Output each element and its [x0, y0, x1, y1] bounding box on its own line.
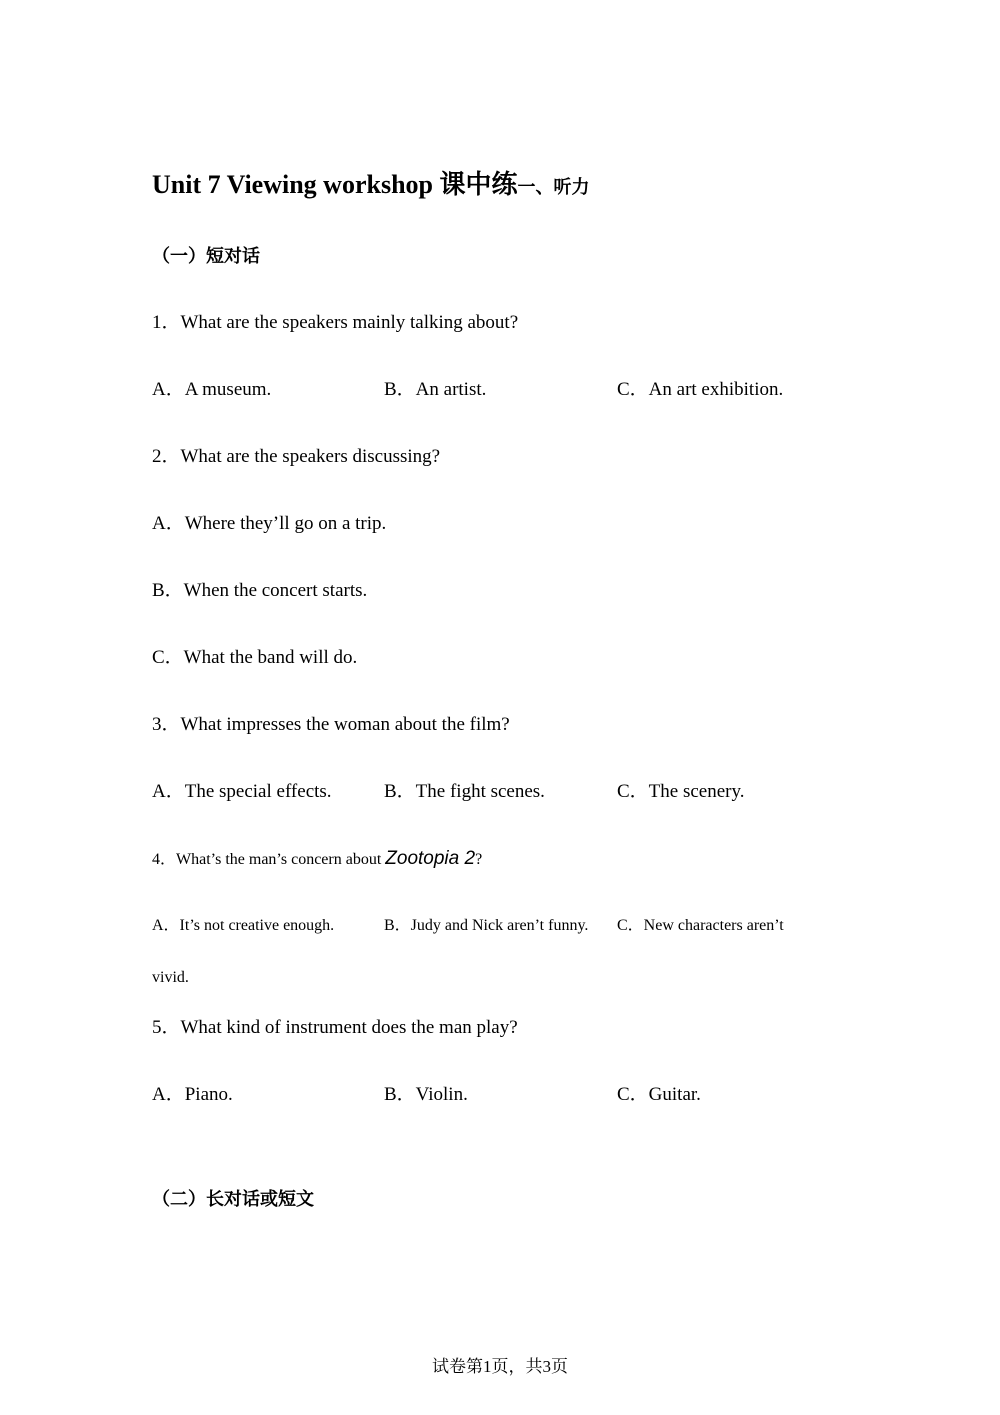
page-footer: 试卷第1页，共3页 — [432, 1357, 568, 1376]
question-1-stem: 1．What are the speakers mainly talking about? — [152, 312, 519, 333]
question-3-option-c: C．The scenery. — [617, 781, 745, 802]
title-main: Unit 7 Viewing workshop 课中练 — [152, 170, 518, 199]
question-3-option-b: B．The fight scenes. — [384, 781, 545, 802]
question-5-option-b: B．Violin. — [384, 1084, 468, 1105]
question-2-option-b: B．When the concert starts. — [152, 580, 368, 601]
question-4-stem — [152, 846, 482, 873]
question-3-option-a: A．The special effects. — [152, 781, 332, 802]
question-4-option-a: A．It’s not creative enough. — [152, 917, 335, 934]
section-heading-short-dialogues: （一）短对话 — [152, 246, 260, 267]
question-4-option-c-wrap: vivid. — [152, 969, 189, 986]
page-title — [152, 168, 590, 205]
question-2-option-c: C．What the band will do. — [152, 647, 358, 668]
section-heading-long-dialogues: （二）长对话或短文 — [152, 1189, 314, 1210]
question-5-option-c: C．Guitar. — [617, 1084, 701, 1105]
question-4-option-b: B．Judy and Nick aren’t funny. — [384, 917, 589, 934]
question-2-option-a: A．Where they’ll go on a trip. — [152, 513, 387, 534]
title-suffix: 一、听力 — [517, 177, 590, 198]
question-1-option-b: B．An artist. — [384, 379, 487, 400]
question-1-option-c: C．An art exhibition. — [617, 379, 784, 400]
question-4-option-c: C．New characters aren’t — [617, 917, 784, 934]
question-4-film-title: Zootopia 2 — [385, 848, 476, 869]
question-4-stem-suffix: ? — [475, 851, 483, 868]
question-2-stem: 2．What are the speakers discussing? — [152, 446, 441, 467]
question-4-stem-prefix: 4．What’s the man’s concern about — [152, 851, 386, 868]
question-1-option-a: A．A museum. — [152, 379, 272, 400]
question-5-stem: 5．What kind of instrument does the man play? — [152, 1017, 518, 1038]
question-5-option-a: A．Piano. — [152, 1084, 233, 1105]
question-3-stem: 3．What impresses the woman about the film? — [152, 714, 510, 735]
